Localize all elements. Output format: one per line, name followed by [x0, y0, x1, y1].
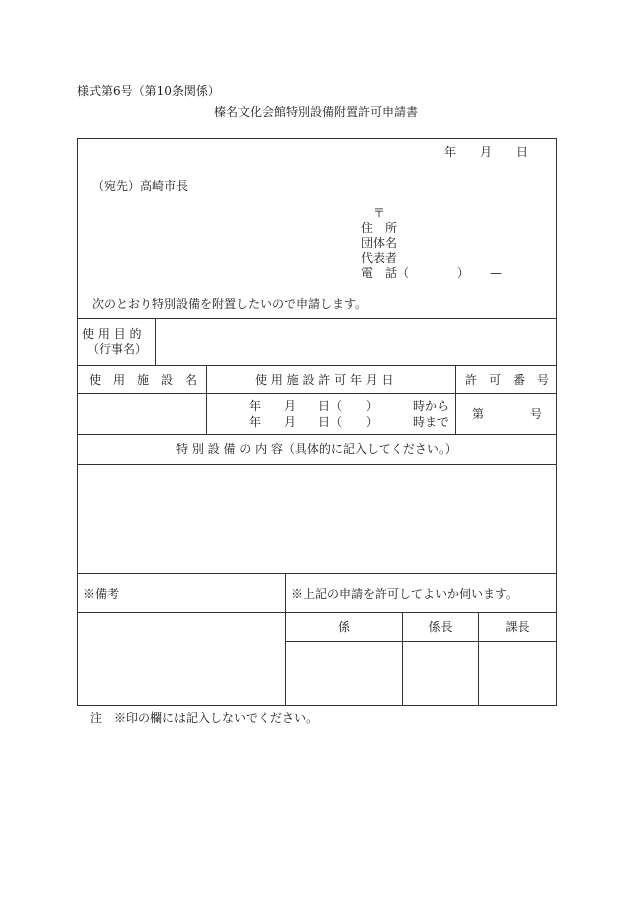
header-permit-no: 許 可 番 号: [465, 373, 550, 387]
period-day-1: 日（ ）: [318, 399, 379, 413]
divider-purpose: [77, 365, 557, 366]
phone-label: 電 話（ ）: [361, 266, 470, 280]
period-year-1: 年: [249, 399, 262, 413]
permit-dai: 第: [472, 407, 485, 421]
form-title: 榛名文化会館特別設備附置許可申請書: [214, 105, 419, 119]
divider-applicant: [77, 318, 557, 319]
date-day: 日: [516, 145, 529, 159]
divider-purpose-label: [155, 318, 156, 366]
period-month-2: 月: [284, 415, 297, 429]
divider-headers: [77, 393, 557, 394]
divider-permit: [455, 365, 456, 435]
divider-remarks: [77, 612, 557, 613]
stamp-manager-label: 課長: [505, 620, 530, 634]
date-month: 月: [480, 145, 493, 159]
divider-content: [77, 573, 557, 574]
date-year: 年: [444, 145, 457, 159]
divider-period: [77, 434, 557, 435]
phone-dash: —: [490, 266, 502, 280]
divider-stamp-header: [285, 641, 557, 642]
period-day-2: 日（ ）: [318, 415, 379, 429]
header-period: 使 用 施 設 許 可 年 月 日: [255, 373, 394, 387]
period-month-1: 月: [284, 399, 297, 413]
facility-name-field[interactable]: [81, 397, 203, 431]
purpose-label: 使 用 目 的: [82, 327, 142, 341]
approval-request: ※上記の申請を許可してよいか伺います。: [291, 587, 519, 601]
remarks-label: ※備考: [83, 587, 120, 601]
table-right-border: [556, 138, 557, 706]
stamp-chief-label: 係長: [428, 620, 453, 634]
divider-facility: [206, 365, 207, 435]
address-label: 住 所: [361, 221, 398, 235]
content-header: 特 別 設 備 の 内 容（具体的に記入してください。）: [176, 442, 457, 456]
period-year-2: 年: [249, 415, 262, 429]
period-from: 時から: [413, 399, 450, 413]
header-facility: 使 用 施 設 名: [89, 373, 198, 387]
table-bottom-border: [77, 705, 557, 706]
footnote: 注 ※印の欄には記入しないでください。: [90, 711, 319, 725]
table-top-border: [77, 138, 557, 139]
divider-content-header: [77, 464, 557, 465]
postal-mark: 〒: [373, 206, 386, 220]
content-field[interactable]: [81, 468, 553, 570]
addressee: （宛先）高崎市長: [92, 179, 189, 193]
form-number: 様式第6号（第10条関係）: [77, 84, 220, 98]
purpose-field[interactable]: [160, 322, 552, 362]
stamp-staff-label: 係: [337, 620, 350, 634]
divider-remarks-approval: [285, 573, 286, 706]
period-to: 時まで: [413, 415, 450, 429]
table-left-border: [77, 138, 78, 706]
representative-label: 代表者: [361, 251, 398, 265]
group-label: 団体名: [361, 236, 398, 250]
intro-text: 次のとおり特別設備を附置したいので申請します。: [92, 297, 368, 311]
purpose-sublabel: （行事名）: [87, 342, 148, 356]
permit-go: 号: [530, 407, 543, 421]
